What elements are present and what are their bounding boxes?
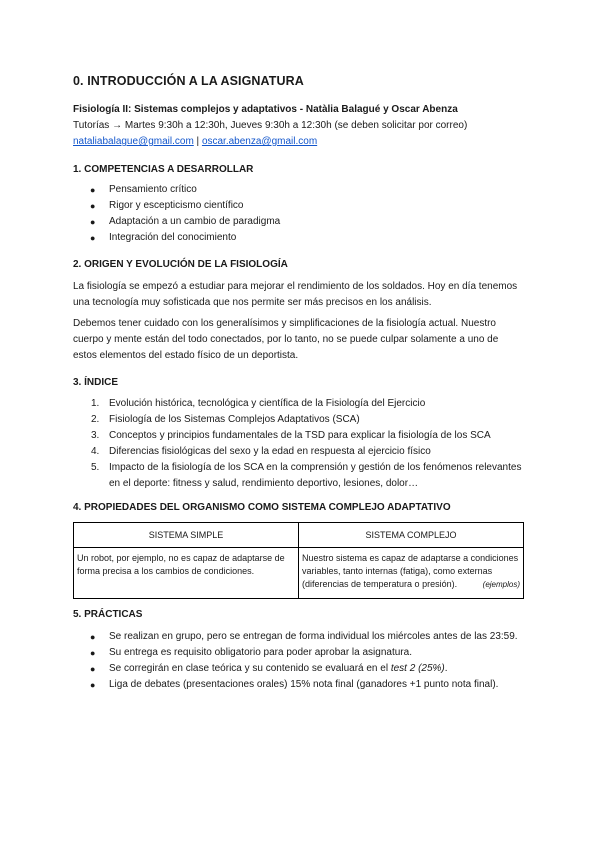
bullet-icon: ●: [90, 217, 96, 227]
list-item: 3. Conceptos y principios fundamentales de la TSD para explicar la fisiología de los SCA: [91, 430, 491, 441]
list-item: ● Rigor y escepticismo científico: [109, 198, 280, 214]
bullet-icon: ●: [90, 185, 96, 195]
list-item: ● Pensamiento crítico: [109, 182, 280, 198]
email-separator: |: [193, 136, 202, 147]
table-cell-complejo: Nuestro sistema es capaz de adaptarse a condiciones variables, tanto internas (fatiga), como externas (diferencias de temperatura o presión). (ejemplos): [299, 548, 524, 599]
ejemplos-note: (ejemplos): [482, 580, 520, 589]
list-item: 4. Diferencias fisiológicas del sexo y la edad en respuesta al ejercicio físico: [91, 446, 431, 457]
page-title: 0. INTRODUCCIÓN A LA ASIGNATURA: [73, 74, 304, 88]
list-item: ● Se realizan en grupo, pero se entregan de forma individual los miércoles antes de las 23:59.: [109, 629, 518, 645]
section-heading-competencias: 1. COMPETENCIAS A DESARROLLAR: [73, 164, 254, 175]
bullet-icon: ●: [90, 680, 96, 690]
tutorias-line: Tutorías → Martes 9:30h a 12:30h, Jueves 9:30h a 12:30h (se deben solicitar por correo): [73, 120, 468, 131]
bullet-icon: ●: [90, 201, 96, 211]
competencias-list: [90, 182, 281, 246]
practicas-list: [90, 629, 518, 693]
list-item: 2. Fisiología de los Sistemas Complejos Adaptativos (SCA): [91, 414, 360, 425]
origen-paragraph-2: Debemos tener cuidado con los generalísimos y simplificaciones de la fisiología actual. Nuestro cuerpo y mente están del todo conectados, por lo tanto, no se puede culpar solamente a uno de estos elementos del estado físico de un deportista.: [73, 318, 499, 361]
section-heading-practicas: 5. PRÁCTICAS: [73, 609, 143, 620]
table-cell-simple: Un robot, por ejemplo, no es capaz de adaptarse de forma precisa a los cambios de condiciones.: [74, 548, 299, 599]
list-item: ● Se corregirán en clase teórica y su contenido se evaluará en el test 2 (25%).: [109, 661, 518, 677]
bullet-icon: ●: [90, 233, 96, 243]
section-heading-indice: 3. ÍNDICE: [73, 377, 119, 388]
indice-list: [91, 396, 522, 492]
bullet-icon: ●: [90, 632, 96, 642]
list-item: 5. Impacto de la fisiología de los SCA en la comprensión y gestión de los fenómenos relevantes en el deporte: fitness y salud, rendimiento deportivo, lesiones, dolor…: [91, 462, 522, 489]
course-subtitle: Fisiología II: Sistemas complejos y adaptativos - Natàlia Balagué y Oscar Abenza: [73, 104, 458, 115]
list-item: ● Su entrega es requisito obligatorio para poder aprobar la asignatura.: [109, 645, 518, 661]
properties-table: [73, 522, 524, 599]
table-row: [74, 548, 524, 599]
list-item: 1. Evolución histórica, tecnológica y científica de la Fisiología del Ejercicio: [91, 398, 426, 409]
emails-line: [73, 136, 317, 147]
list-item: ● Adaptación a un cambio de paradigma: [109, 214, 280, 230]
section-heading-propiedades: 4. PROPIEDADES DEL ORGANISMO COMO SISTEMA COMPLEJO ADAPTATIVO: [73, 502, 451, 513]
origen-paragraph-1: La fisiología se empezó a estudiar para mejorar el rendimiento de los soldados. Hoy en día tenemos una tecnología muy sofisticada que nos permite ser más precisos en los análisis.: [73, 281, 518, 308]
table-header-complejo: SISTEMA COMPLEJO: [299, 523, 524, 548]
list-item: ● Liga de debates (presentaciones orales) 15% nota final (ganadores +1 punto nota final).: [109, 677, 518, 693]
bullet-icon: ●: [90, 664, 96, 674]
section-heading-origen: 2. ORIGEN Y EVOLUCIÓN DE LA FISIOLOGÍA: [73, 259, 288, 270]
email-link-natalia[interactable]: nataliabalague@gmail.com: [73, 136, 194, 147]
table-header-simple: SISTEMA SIMPLE: [74, 523, 299, 548]
email-link-oscar[interactable]: oscar.abenza@gmail.com: [201, 136, 318, 147]
table-header-row: [74, 523, 524, 548]
bullet-icon: ●: [90, 648, 96, 658]
list-item: ● Integración del conocimiento: [109, 230, 280, 246]
